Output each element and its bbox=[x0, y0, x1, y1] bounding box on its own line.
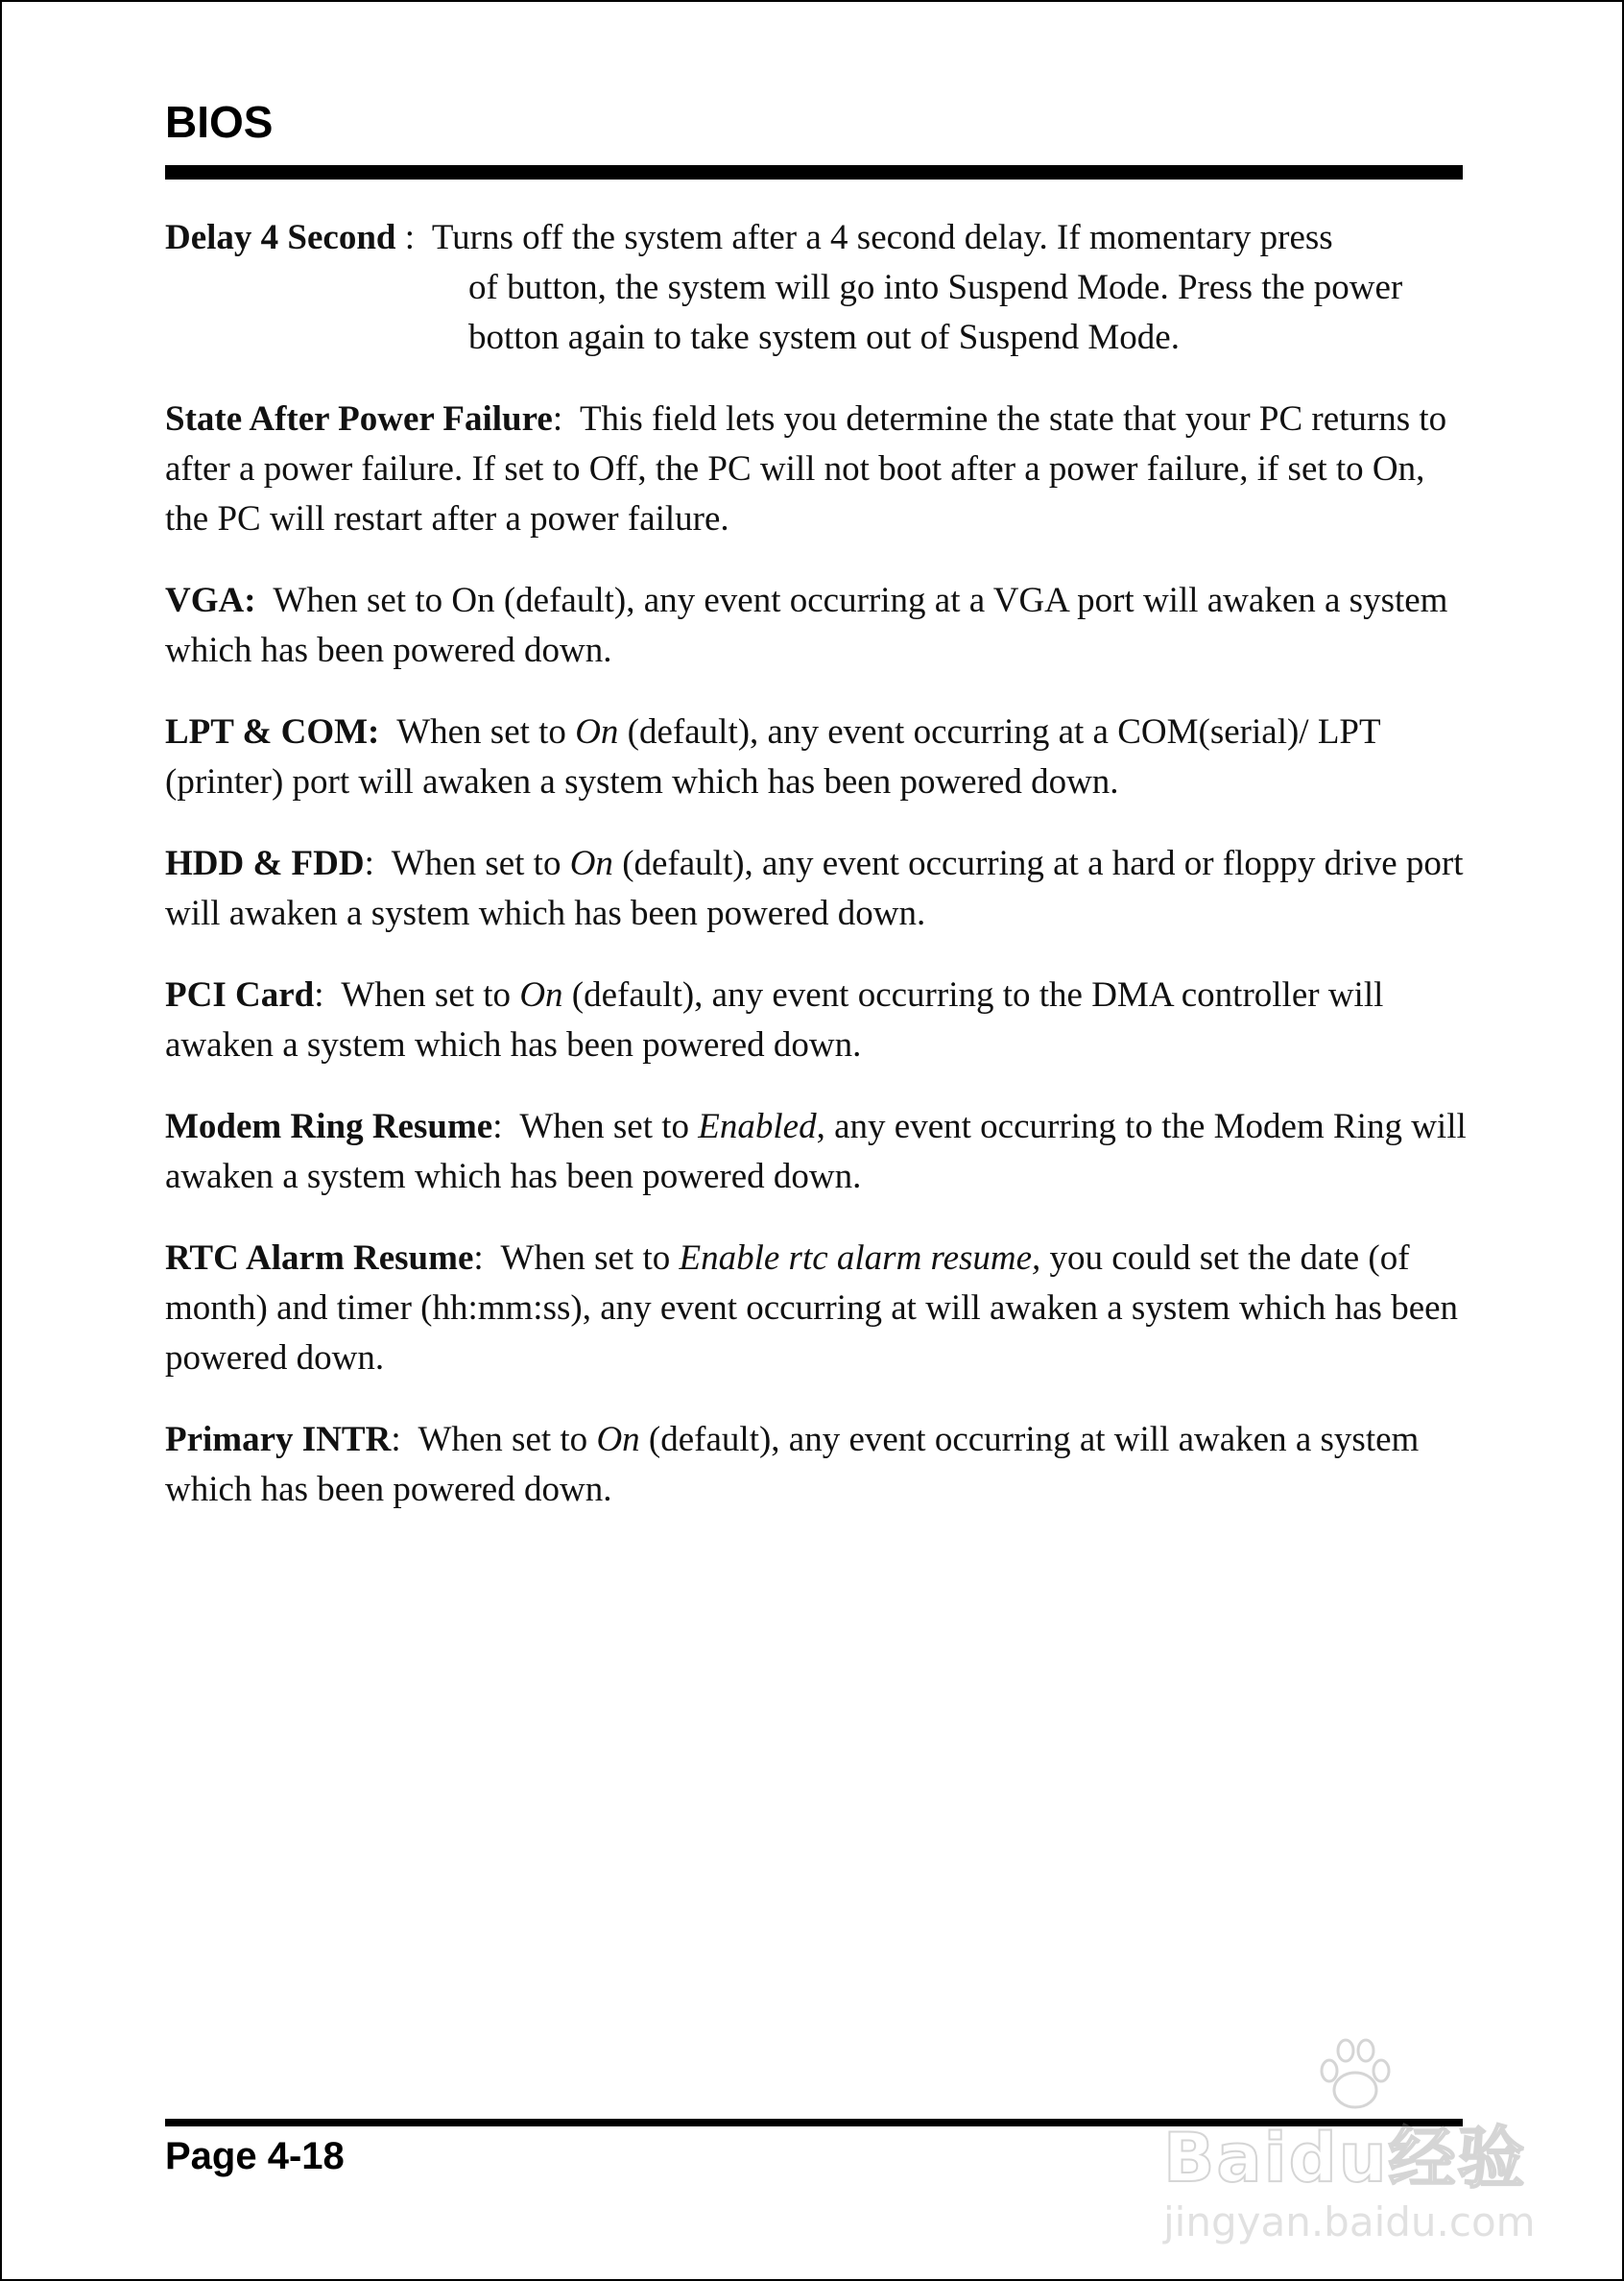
para-pci-card: PCI Card: When set to On (default), any event occurring to the DMA controller will awaken a system which has been powered down. bbox=[165, 975, 1384, 1065]
para-text: This field lets you determine the state that your PC returns to after a power failure. If set to Off, the PC will not boot after a power failure, if set to On, the PC will restart after a power failure. bbox=[165, 399, 1447, 539]
emphasis-value: On bbox=[519, 975, 563, 1015]
emphasis-value: On bbox=[569, 844, 613, 883]
term-lpt-com: LPT & COM: bbox=[165, 712, 380, 752]
para-state-after-power-failure: State After Power Failure: This field lets you determine the state that your PC returns to after a power failure. If set to Off, the PC will not boot after a power failure, if set to On, the PC will restart after a power failure. bbox=[165, 399, 1447, 539]
term-vga: VGA: bbox=[165, 581, 256, 620]
para-delay-4-second: Delay 4 Second : Turns off the system after a 4 second delay. If momentary press of button, the system will go into Suspend Mode. Press the power botton again to take system out of Suspend Mode. bbox=[165, 213, 1470, 363]
para-text: When set to On (default), any event occurring at a VGA port will awaken a system which has been powered down. bbox=[165, 581, 1448, 670]
term-state-after-power-failure: State After Power Failure bbox=[165, 399, 553, 439]
watermark-brand: Baidu经验 bbox=[1163, 2119, 1527, 2197]
term-modem-ring-resume: Modem Ring Resume bbox=[165, 1107, 493, 1146]
para-text-continued: of button, the system will go into Suspend Mode. Press the power botton again to take system out of Suspend Mode. bbox=[468, 268, 1403, 357]
emphasis-value: Enable rtc alarm resume, bbox=[679, 1238, 1041, 1278]
term-hdd-fdd: HDD & FDD bbox=[165, 844, 365, 883]
para-modem-ring-resume: Modem Ring Resume: When set to Enabled, any event occurring to the Modem Ring will awaken a system which has been powered down. bbox=[165, 1107, 1467, 1196]
page-header-title: BIOS bbox=[165, 97, 274, 147]
emphasis-value: On bbox=[575, 712, 619, 752]
emphasis-value: Enabled bbox=[698, 1107, 817, 1146]
header-rule bbox=[165, 165, 1463, 180]
baidu-watermark bbox=[1154, 2037, 1538, 2258]
term-delay-4-second: Delay 4 Second bbox=[165, 218, 396, 257]
page-number: Page 4-18 bbox=[165, 2135, 345, 2177]
term-primary-intr: Primary INTR bbox=[165, 1420, 392, 1459]
emphasis-value: On bbox=[596, 1420, 640, 1459]
para-hdd-fdd: HDD & FDD: When set to On (default), any event occurring at a hard or floppy drive port will awaken a system which has been powered down. bbox=[165, 844, 1464, 933]
page-content bbox=[165, 213, 1470, 1547]
para-text: Turns off the system after a 4 second delay. If momentary press bbox=[431, 218, 1333, 257]
paw-icon bbox=[1312, 2037, 1398, 2114]
term-pci-card: PCI Card bbox=[165, 975, 315, 1015]
para-vga bbox=[165, 576, 1470, 676]
watermark-url: jingyan.baidu.com bbox=[1163, 2198, 1536, 2245]
term-rtc-alarm-resume: RTC Alarm Resume bbox=[165, 1238, 474, 1278]
para-lpt-com: LPT & COM: When set to On (default), any event occurring at a COM(serial)/ LPT (printer) port will awaken a system which has been powered down. bbox=[165, 712, 1380, 802]
para-rtc-alarm-resume: RTC Alarm Resume: When set to Enable rtc alarm resume, you could set the date (of month) and timer (hh:mm:ss), any event occurring at will awaken a system which has been powered down. bbox=[165, 1238, 1459, 1378]
para-primary-intr: Primary INTR: When set to On (default), any event occurring at will awaken a system which has been powered down. bbox=[165, 1420, 1420, 1509]
